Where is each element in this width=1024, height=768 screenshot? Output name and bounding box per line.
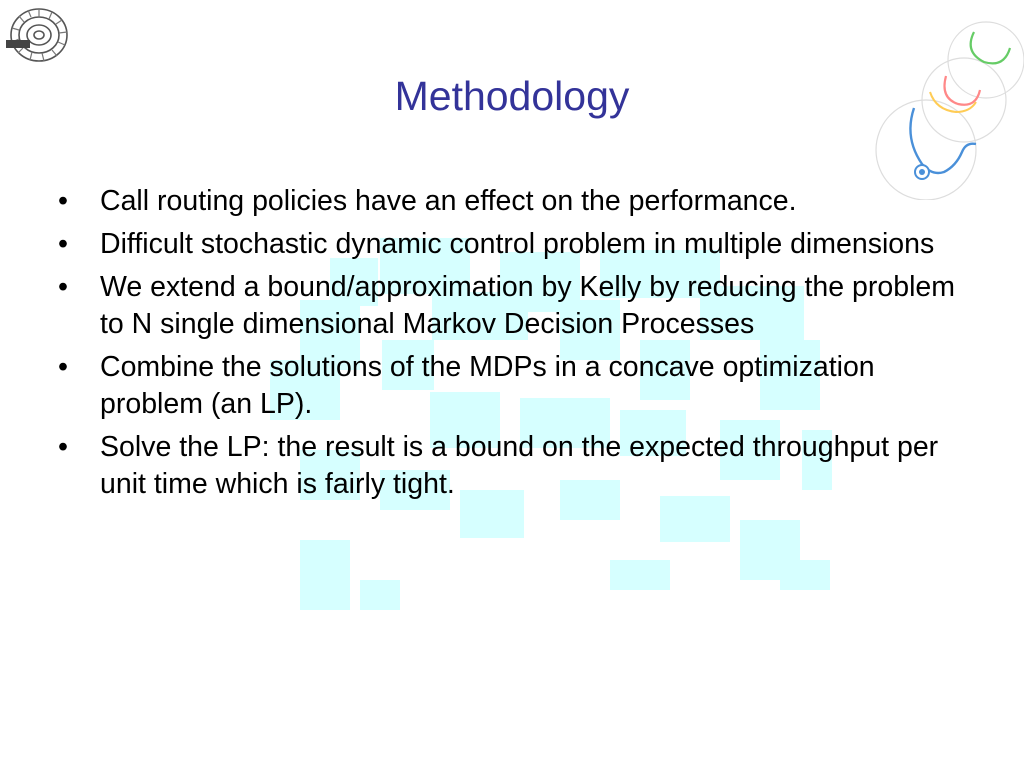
bullet-glyph: •: [58, 228, 68, 260]
bullet-item: [58, 349, 958, 423]
bullet-list: [58, 183, 958, 509]
bullet-text: We extend a bound/approximation by Kelly by reducing the problem to N single dimensional Markov Decision Processes: [100, 271, 955, 340]
bullet-item: [58, 226, 958, 263]
bullet-text: Difficult stochastic dynamic control problem in multiple dimensions: [100, 228, 935, 260]
bullet-glyph: •: [58, 271, 68, 303]
bullet-item: [58, 429, 958, 503]
ammonite-shell-logo-icon: [4, 4, 74, 66]
slide-title: Methodology: [394, 73, 630, 119]
bullet-text: Solve the LP: the result is a bound on the expected throughput per unit time which is fairly tight.: [100, 431, 939, 500]
bullet-item: [58, 269, 958, 343]
bullet-item: [58, 183, 958, 220]
bullet-text: Call routing policies have an effect on the performance.: [100, 185, 797, 217]
bullet-text: Combine the solutions of the MDPs in a concave optimization problem (an LP).: [100, 351, 875, 420]
bullet-glyph: •: [58, 185, 68, 217]
bullet-glyph: •: [58, 431, 68, 463]
bullet-glyph: •: [58, 351, 68, 383]
